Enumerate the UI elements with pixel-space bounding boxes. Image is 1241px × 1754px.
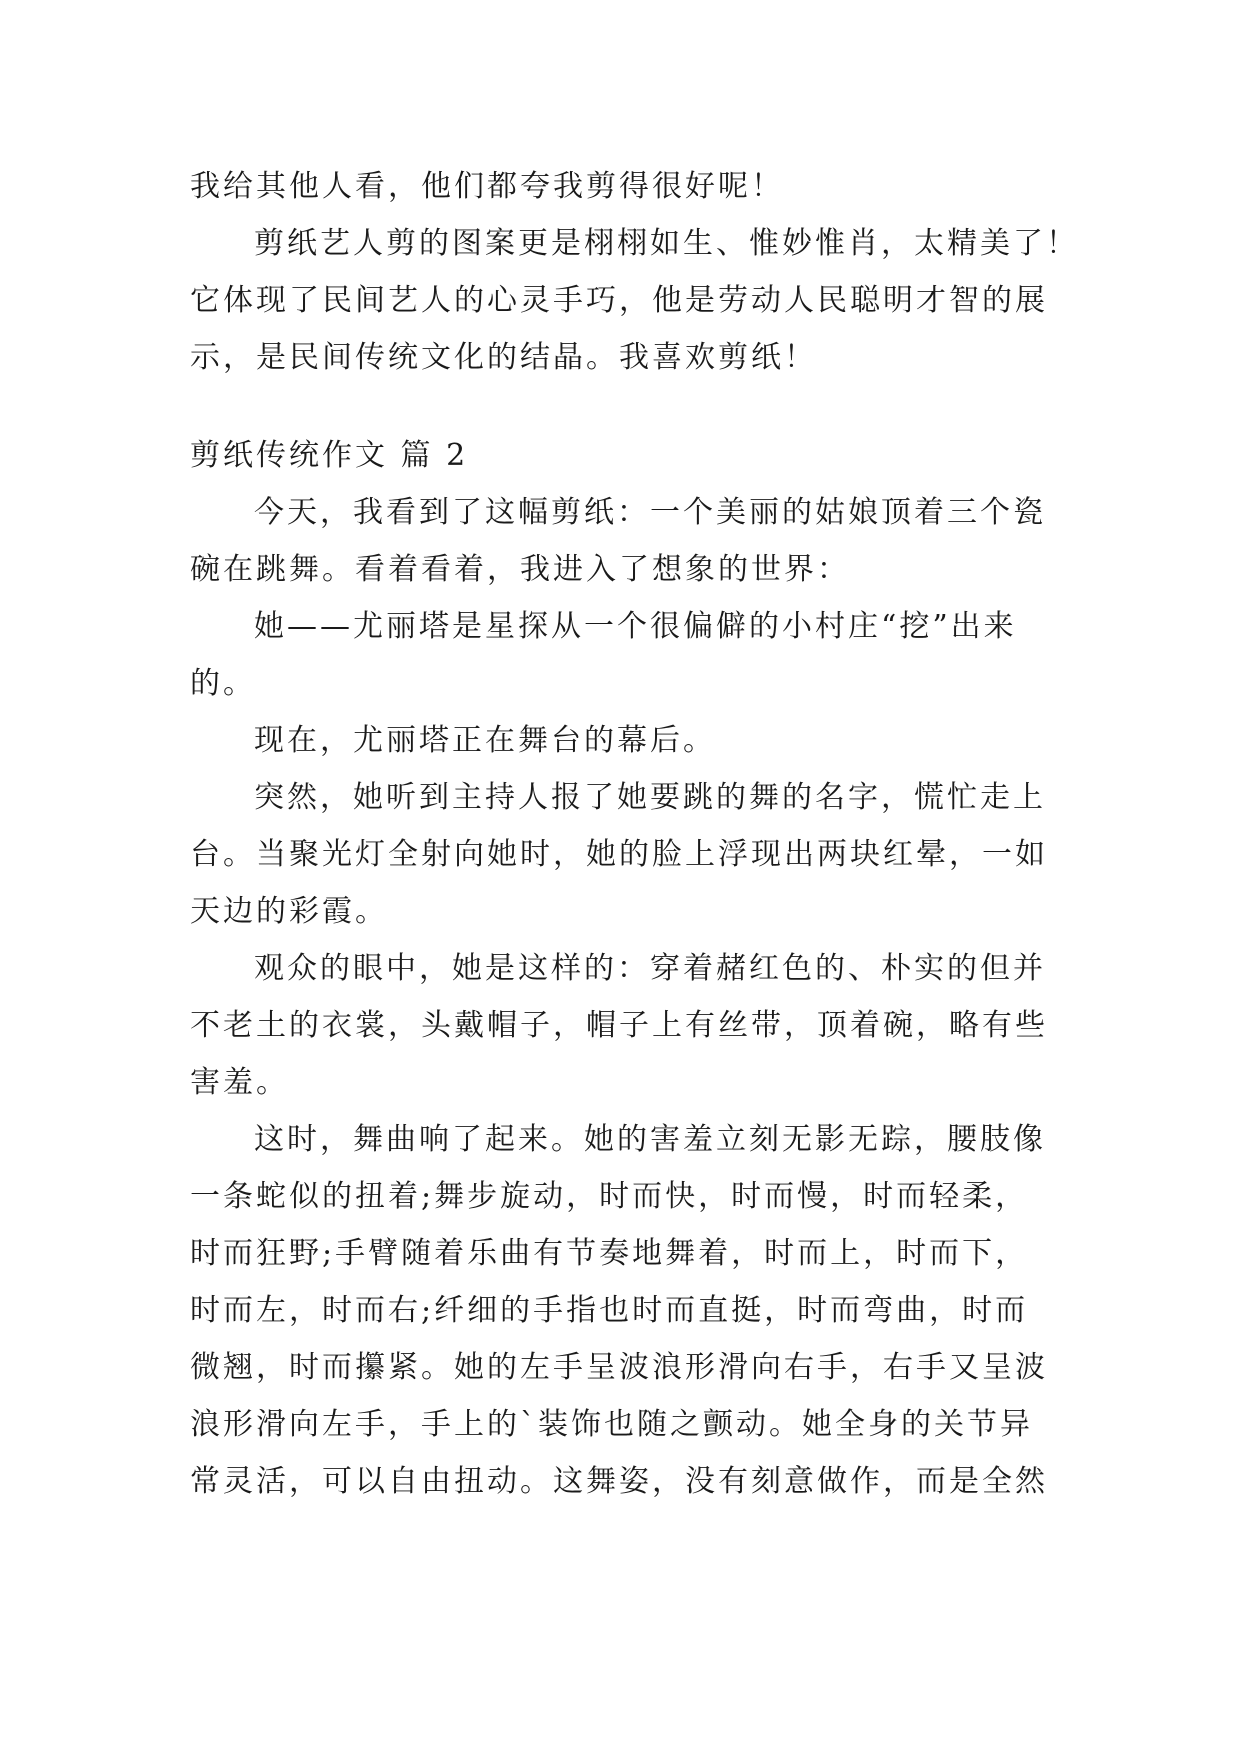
- text-line: 现在，尤丽塔正在舞台的幕后。: [254, 723, 716, 758]
- text-line: 时而左，时而右;纤细的手指也时而直挺，时而弯曲，时而: [190, 1293, 1029, 1328]
- text-line: 浪形滑向左手，手上的`装饰也随之颤动。她全身的关节异: [190, 1407, 1033, 1442]
- text-line: 碗在跳舞。看着看着，我进入了想象的世界：: [190, 552, 850, 587]
- text-line: 示，是民间传统文化的结晶。我喜欢剪纸！: [190, 340, 817, 375]
- text-line: 不老土的衣裳，头戴帽子，帽子上有丝带，顶着碗，略有些: [190, 1008, 1048, 1043]
- text-line: 时而狂野;手臂随着乐曲有节奏地舞着，时而上，时而下，: [190, 1236, 1029, 1271]
- text-line: 我给其他人看，他们都夸我剪得很好呢！: [190, 169, 784, 204]
- section-title: 剪纸传统作文 篇 2: [190, 438, 469, 473]
- text-line: 天边的彩霞。: [190, 894, 388, 929]
- text-line: 常灵活，可以自由扭动。这舞姿，没有刻意做作，而是全然: [190, 1464, 1048, 1499]
- text-line: 这时，舞曲响了起来。她的害羞立刻无影无踪，腰肢像: [254, 1122, 1046, 1157]
- text-line: 害羞。: [190, 1065, 289, 1100]
- text-line: 剪纸艺人剪的图案更是栩栩如生、惟妙惟肖，太精美了！: [254, 226, 1079, 261]
- text-line: 今天，我看到了这幅剪纸：一个美丽的姑娘顶着三个瓷: [254, 495, 1046, 530]
- text-line: 观众的眼中，她是这样的：穿着赭红色的、朴实的但并: [254, 951, 1046, 986]
- text-line: 台。当聚光灯全射向她时，她的脸上浮现出两块红晕，一如: [190, 837, 1048, 872]
- text-line: 她——尤丽塔是星探从一个很偏僻的小村庄“挖”出来: [254, 609, 1017, 644]
- text-line: 的。: [190, 666, 256, 701]
- document-page: [190, 158, 1079, 1510]
- text-line: 突然，她听到主持人报了她要跳的舞的名字，慌忙走上: [254, 780, 1046, 815]
- text-line: 微翘，时而攥紧。她的左手呈波浪形滑向右手，右手又呈波: [190, 1350, 1048, 1385]
- text-line: 一条蛇似的扭着;舞步旋动，时而快，时而慢，时而轻柔，: [190, 1179, 1029, 1214]
- text-line: 它体现了民间艺人的心灵手巧，他是劳动人民聪明才智的展: [190, 283, 1048, 318]
